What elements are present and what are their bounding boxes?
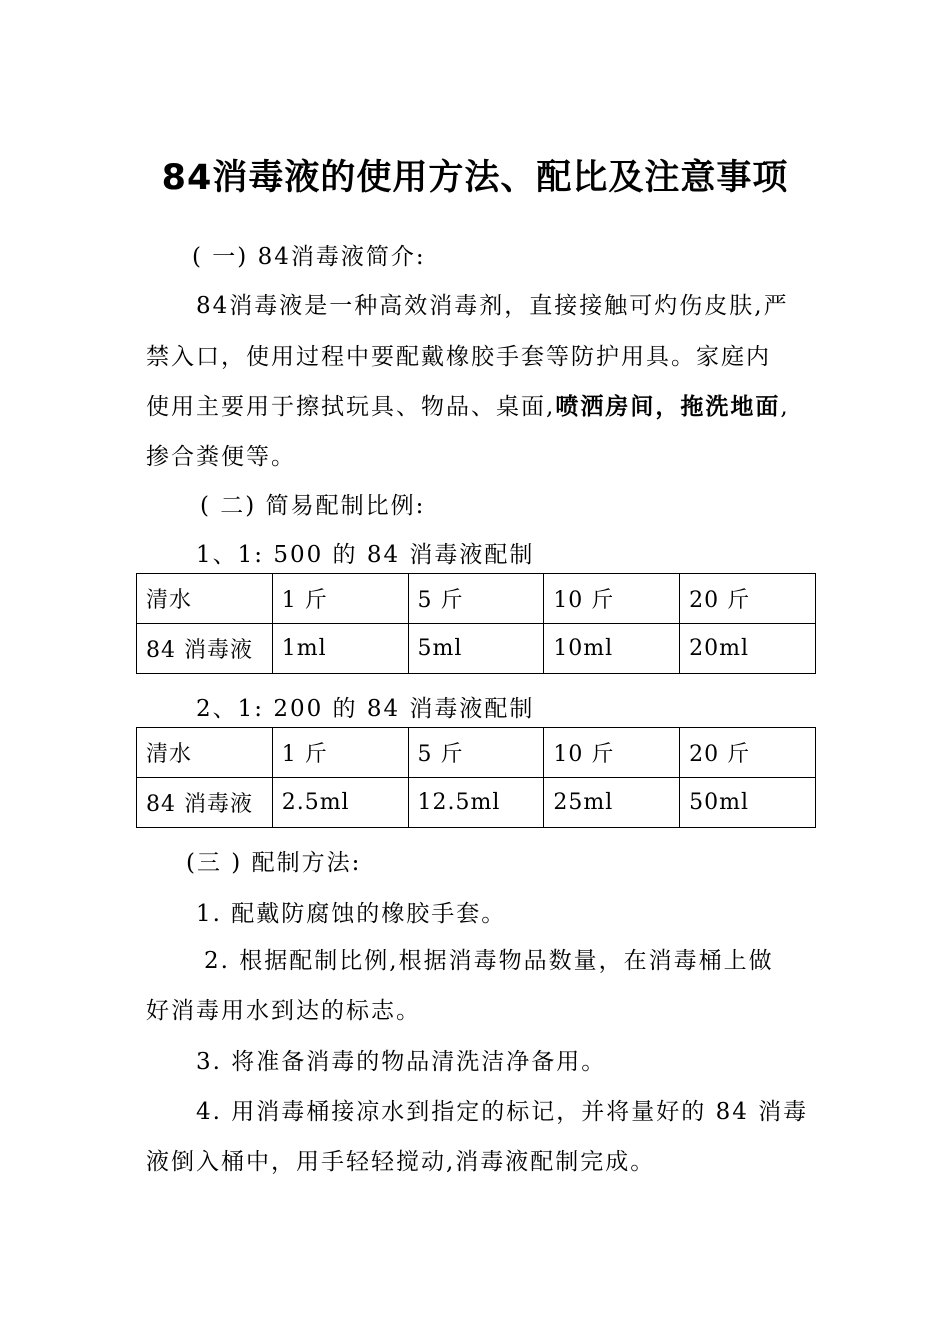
intro-line-3-bold: 喷洒房间，拖洗地面 <box>555 393 781 420</box>
step-2-line-1: 2. 根据配制比例,根据消毒物品数量，在消毒桶上做 <box>204 948 774 974</box>
section2-heading: ( 二) 简易配制比例: <box>200 493 426 519</box>
step-4-line-2: 液倒入桶中，用手轻轻搅动,消毒液配制完成。 <box>146 1149 656 1175</box>
intro-line-3 <box>146 388 790 421</box>
step-2-line-2: 好消毒用水到达的标志。 <box>146 998 421 1024</box>
step-3: 3. 将准备消毒的物品清洗洁净备用。 <box>196 1049 607 1075</box>
table-cell: 1 斤 <box>272 728 408 778</box>
intro-line-1: 84消毒液是一种高效消毒剂，直接接触可灼伤皮肤,严 <box>196 293 789 319</box>
table-cell: 5 斤 <box>408 728 544 778</box>
table-row <box>137 574 816 624</box>
section1-heading: ( 一) 84消毒液简介: <box>192 244 426 270</box>
intro-line-3-comma: , <box>780 394 790 420</box>
step-1: 1. 配戴防腐蚀的橡胶手套。 <box>196 901 507 927</box>
table-cell: 清水 <box>137 728 273 778</box>
table-cell: 20 斤 <box>680 728 816 778</box>
intro-line-2: 禁入口，使用过程中要配戴橡胶手套等防护用具。家庭内 <box>146 344 771 370</box>
table-cell: 5ml <box>408 624 544 674</box>
table1-caption: 1、1: 500 的 84 消毒液配制 <box>196 542 535 568</box>
table-cell: 1 斤 <box>272 574 408 624</box>
table-cell: 10 斤 <box>544 728 680 778</box>
table-cell: 2.5ml <box>272 778 408 828</box>
table-cell: 清水 <box>137 574 273 624</box>
table-cell: 84 消毒液 <box>137 778 273 828</box>
table-cell: 12.5ml <box>408 778 544 828</box>
table-row <box>137 728 816 778</box>
page-title: 84消毒液的使用方法、配比及注意事项 <box>161 158 789 198</box>
table-cell: 20 斤 <box>680 574 816 624</box>
table-cell: 84 消毒液 <box>137 624 273 674</box>
table-cell: 50ml <box>680 778 816 828</box>
table-cell: 1ml <box>272 624 408 674</box>
table-cell: 10ml <box>544 624 680 674</box>
table-row <box>137 624 816 674</box>
table-cell: 10 斤 <box>544 574 680 624</box>
section3-heading: (三 ) 配制方法: <box>186 850 362 876</box>
table-row <box>137 778 816 828</box>
intro-line-3-text: 使用主要用于擦拭玩具、物品、桌面, <box>146 394 556 420</box>
ratio-table-200 <box>136 727 816 828</box>
ratio-table-500 <box>136 573 816 674</box>
intro-line-4: 掺合粪便等。 <box>146 444 296 470</box>
table-cell: 25ml <box>544 778 680 828</box>
table-cell: 20ml <box>680 624 816 674</box>
table2-caption: 2、1: 200 的 84 消毒液配制 <box>196 696 535 722</box>
table-cell: 5 斤 <box>408 574 544 624</box>
step-4-line-1: 4. 用消毒桶接凉水到指定的标记，并将量好的 84 消毒 <box>196 1099 809 1125</box>
